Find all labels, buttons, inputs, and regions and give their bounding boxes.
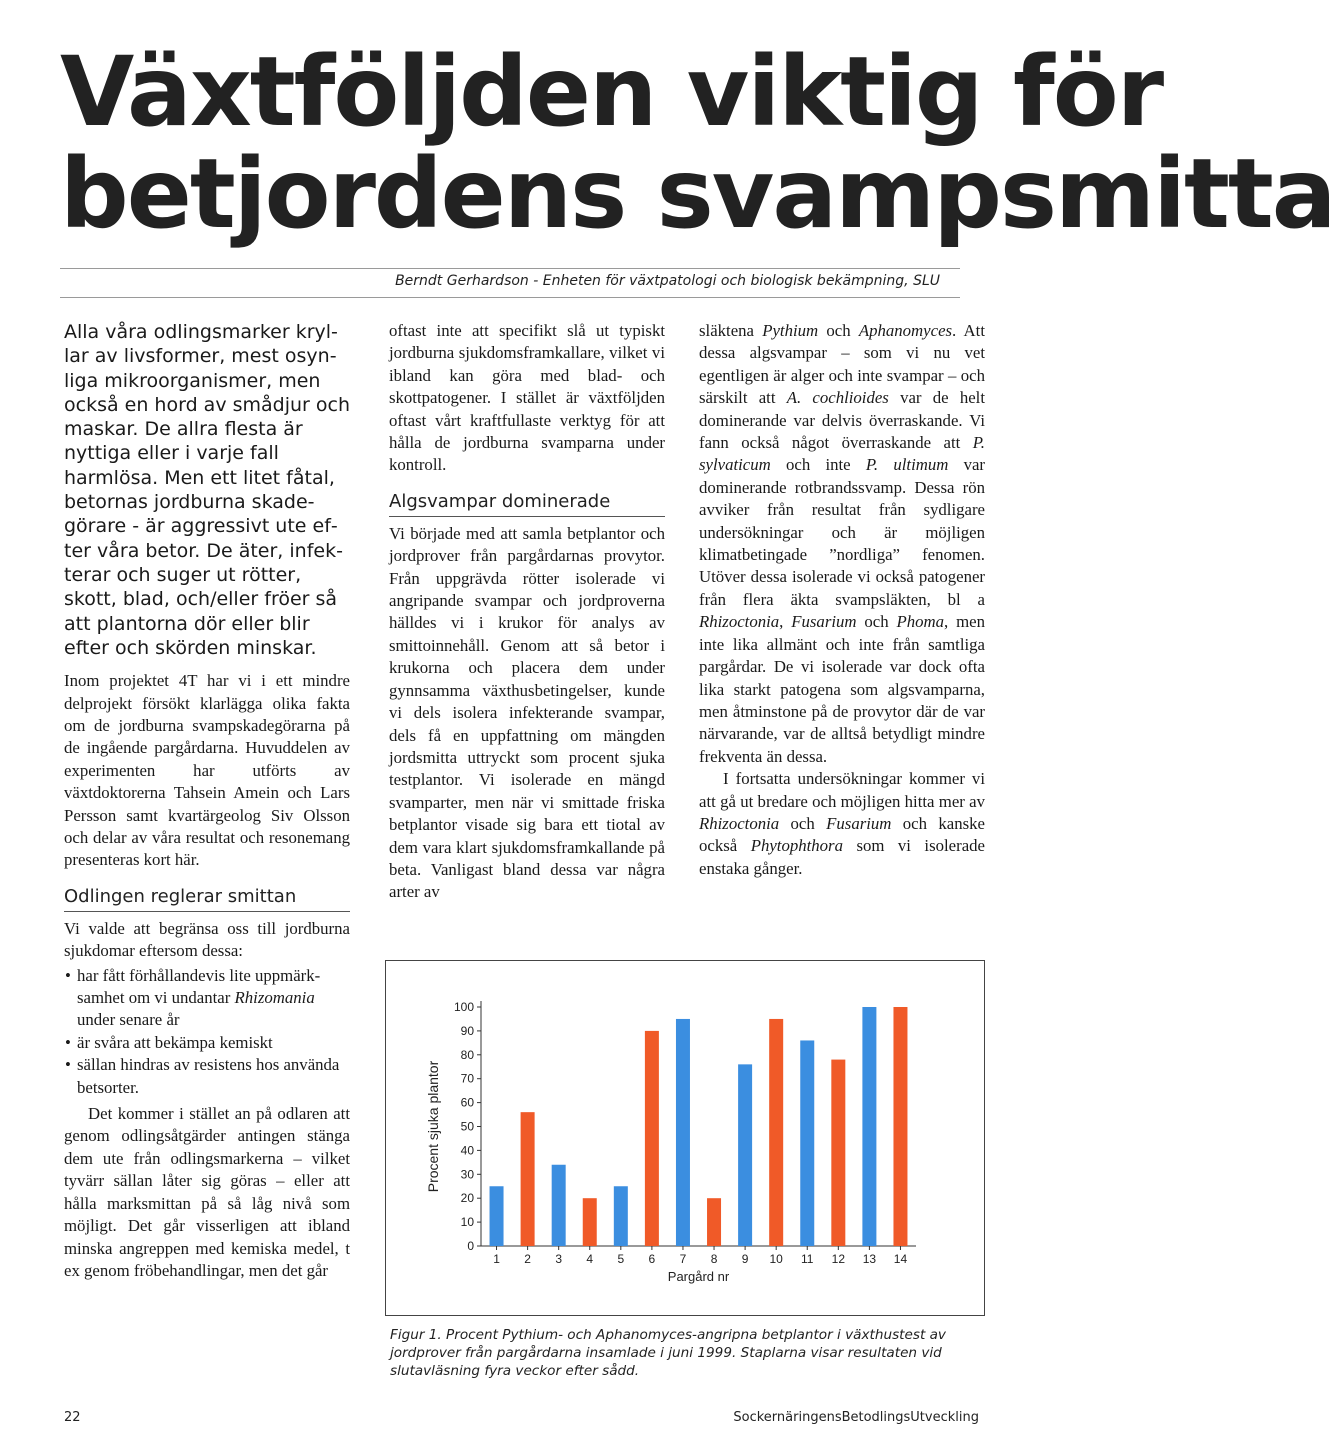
x-tick-label: 14 bbox=[893, 1252, 908, 1266]
bar bbox=[707, 1198, 721, 1246]
bullet-text: är svåra att bekämpa kemiskt bbox=[77, 1032, 273, 1052]
column-1 bbox=[64, 320, 350, 1282]
y-tick-label: 40 bbox=[460, 1143, 474, 1158]
bar bbox=[490, 1186, 504, 1246]
x-tick-label: 10 bbox=[769, 1252, 783, 1266]
bullet-text: sällan hindras av resistens hos använda betsorter. bbox=[77, 1055, 340, 1097]
bar bbox=[893, 1007, 907, 1246]
bar bbox=[645, 1031, 659, 1246]
y-tick-label: 90 bbox=[460, 1023, 474, 1038]
title-line-2: betjordens svampsmitta bbox=[60, 138, 1335, 250]
subheading-odlingen: Odlingen reglerar smittan bbox=[64, 886, 350, 912]
x-tick-label: 1 bbox=[493, 1252, 500, 1266]
x-tick-label: 13 bbox=[862, 1252, 877, 1266]
column-3 bbox=[699, 320, 985, 880]
x-tick-label: 2 bbox=[524, 1252, 531, 1266]
col1-paragraph-1: Vi valde att begränsa oss till jordburna sjukdomar eftersom dessa: bbox=[64, 918, 350, 961]
col2-paragraph-2: Vi började med att samla betplantor och jordprover från pargårdarnas provytor. Från uppgrävda rötter isolerade vi angripande svampar och jordproverna hälldes vi i krukor för analys av smittoinnehåll. Genom att så betor i krukorna och placera dem under gynnsamma växthusbetingelser, kunde vi dels isolera infekterande svampar, dels få en uppfattning om mängden jordsmitta uttryckt som procent sjuka testplantor. Vi isolerade en mängd svamparter, men när vi smittade friska betplantor visade sig bara ett tiotal av dem vara klart sjukdomsframkallande på beta. Vanligast bland dessa var några arter av bbox=[389, 523, 665, 902]
x-tick-label: 6 bbox=[648, 1252, 656, 1266]
x-tick-label: 11 bbox=[801, 1252, 814, 1266]
col1-paragraph-2: Det kommer i stället an på odlaren att genom odlingsåtgärder antingen stänga dem ute från odlingsmarkerna – vilket tyvärr sällan låter sig göras – eller att hålla marksmittan på så låg nivå som möjligt. Det går visserligen att ibland minska angreppen med kemiska medel, t ex genom fröbehandlingar, men det går bbox=[64, 1104, 350, 1280]
col3-paragraph-2: I fortsatta undersökningar kommer vi att gå ut bredare och möjligen hitta mer av Rhizoctonia och Fusarium och kanske också Phytophthora som vi isolerade enstaka gånger. bbox=[699, 769, 985, 878]
col2-paragraph-1: oftast inte att specifikt slå ut typiskt jordburna sjukdomsframkallare, vilket vi ibland kan göra med blad- och skottpatogener. I stället är växtföljden oftast vårt kraftfullaste verktyg för att hålla de jordburna svamparna under kontroll. bbox=[389, 321, 665, 475]
y-tick-label: 50 bbox=[460, 1119, 474, 1134]
byline: Berndt Gerhardson - Enheten för växtpatologi och biologisk bekämpning, SLU bbox=[395, 273, 940, 289]
y-tick-label: 10 bbox=[460, 1215, 474, 1230]
col3-paragraph-1: släktena Pythium och Aphanomyces. Att dessa algsvampar – som vi nu vet egentligen är alger och inte svampar – och särskilt att A. cochlioides var de helt dominerande var delvis överraskande. Vi fann också något överraskande att P. sylvaticum och inte P. ultimum var dominerande rotbrandssvamp. Dessa rön avviker från resultat från sydligare undersökningar och är möjligen klimatbetingade ”nordliga” fenomen. Utöver dessa isolerade vi också patogener från flera äkta svampsläkten, bl a Rhizoctonia, Fusarium och Phoma, men inte lika allmänt och inte från samtliga pargårdar. De vi isolerade var dock ofta lika starkt patogena som algsvamparna, men åtminstone på de provytor där de var närvarande, var de alltså betydligt mindre frekventa än dessa. bbox=[699, 321, 986, 766]
figure-frame bbox=[385, 960, 985, 1316]
bar bbox=[800, 1040, 814, 1246]
bar bbox=[831, 1060, 845, 1246]
bar bbox=[862, 1007, 876, 1246]
y-tick-label: 60 bbox=[460, 1095, 474, 1110]
bar bbox=[521, 1112, 535, 1246]
y-tick-label: 80 bbox=[460, 1047, 474, 1062]
x-tick-label: 7 bbox=[679, 1252, 687, 1266]
list-item: • sällan hindras av resistens hos använda betsorter. bbox=[65, 1055, 340, 1097]
bar bbox=[676, 1019, 690, 1246]
byline-rule-bottom bbox=[60, 297, 960, 298]
x-tick-label: 4 bbox=[586, 1252, 594, 1266]
subheading-algsvampar: Algsvampar dominerade bbox=[389, 491, 665, 517]
y-tick-label: 0 bbox=[467, 1239, 474, 1253]
bullet-list bbox=[64, 965, 350, 1099]
x-tick-label: 3 bbox=[555, 1252, 563, 1266]
journal-name: SockernäringensBetodlingsUtveckling bbox=[733, 1410, 979, 1425]
x-axis-label: Pargård nr bbox=[667, 1269, 730, 1284]
bar bbox=[583, 1198, 597, 1246]
bar-chart bbox=[386, 961, 984, 1315]
list-item: • har fått förhållandevis lite uppmärksamhet om vi undantar Rhizomania under senare år bbox=[65, 965, 321, 1030]
lead-paragraph: Alla våra odlingsmarker kryllar av livsformer, mest osynliga mikroorganismer, men också en hord av smådjur och maskar. De allra flesta är nyttiga eller i varje fall harmlösa. Men ett litet fåtal, betornas jordburna skadegörare - är aggressivt ute efter våra betor. De äter, infekterar och suger ut rötter, skott, blad, och/eller fröer så att plantorna dör eller blir efter och skörden minskar. bbox=[64, 321, 350, 659]
y-axis-label: Procent sjuka plantor bbox=[425, 1060, 441, 1193]
bullet-text: har fått förhållandevis lite uppmärksamhet om vi undantar bbox=[77, 965, 321, 1008]
bullet-text-end: under senare år bbox=[77, 1010, 180, 1030]
x-tick-label: 5 bbox=[617, 1252, 625, 1266]
y-tick-label: 20 bbox=[460, 1191, 474, 1206]
column-2 bbox=[389, 320, 665, 904]
y-tick-label: 70 bbox=[460, 1071, 474, 1086]
title-line-1: Växtföljden viktig för bbox=[60, 36, 1163, 148]
byline-rule-top bbox=[60, 268, 960, 269]
y-tick-label: 100 bbox=[453, 1000, 474, 1014]
page-number: 22 bbox=[64, 1410, 81, 1425]
bar bbox=[738, 1064, 752, 1246]
intro-paragraph: Inom projektet 4T har vi i ett mindre delprojekt försökt klarlägga olika fakta om de jordburna svampskadegörarna på de ingående pargårdarna. Huvuddelen av experimenten har utförts av växtdoktorerna Tahsein Amein och Lars Persson samt kvartärgeolog Siv Olsson och delar av våra resultat och resonemang presenteras kort här. bbox=[64, 671, 350, 870]
figure-caption: Figur 1. Procent Pythium- och Aphanomyces-angripna betplantor i växthustest av jordprover från pargårdarna insamlade i juni 1999. Staplarna visar resultaten vid slutavläsning fyra veckor efter sådd. bbox=[390, 1327, 946, 1379]
bar bbox=[552, 1165, 566, 1246]
x-tick-label: 8 bbox=[710, 1252, 718, 1266]
bar bbox=[769, 1019, 783, 1246]
y-tick-label: 30 bbox=[460, 1167, 474, 1182]
list-item: • är svåra att bekämpa kemiskt bbox=[65, 1032, 273, 1052]
bar bbox=[614, 1186, 628, 1246]
x-tick-label: 9 bbox=[741, 1252, 749, 1266]
bullet-italic: Rhizomania bbox=[234, 988, 315, 1008]
x-tick-label: 12 bbox=[831, 1252, 846, 1266]
